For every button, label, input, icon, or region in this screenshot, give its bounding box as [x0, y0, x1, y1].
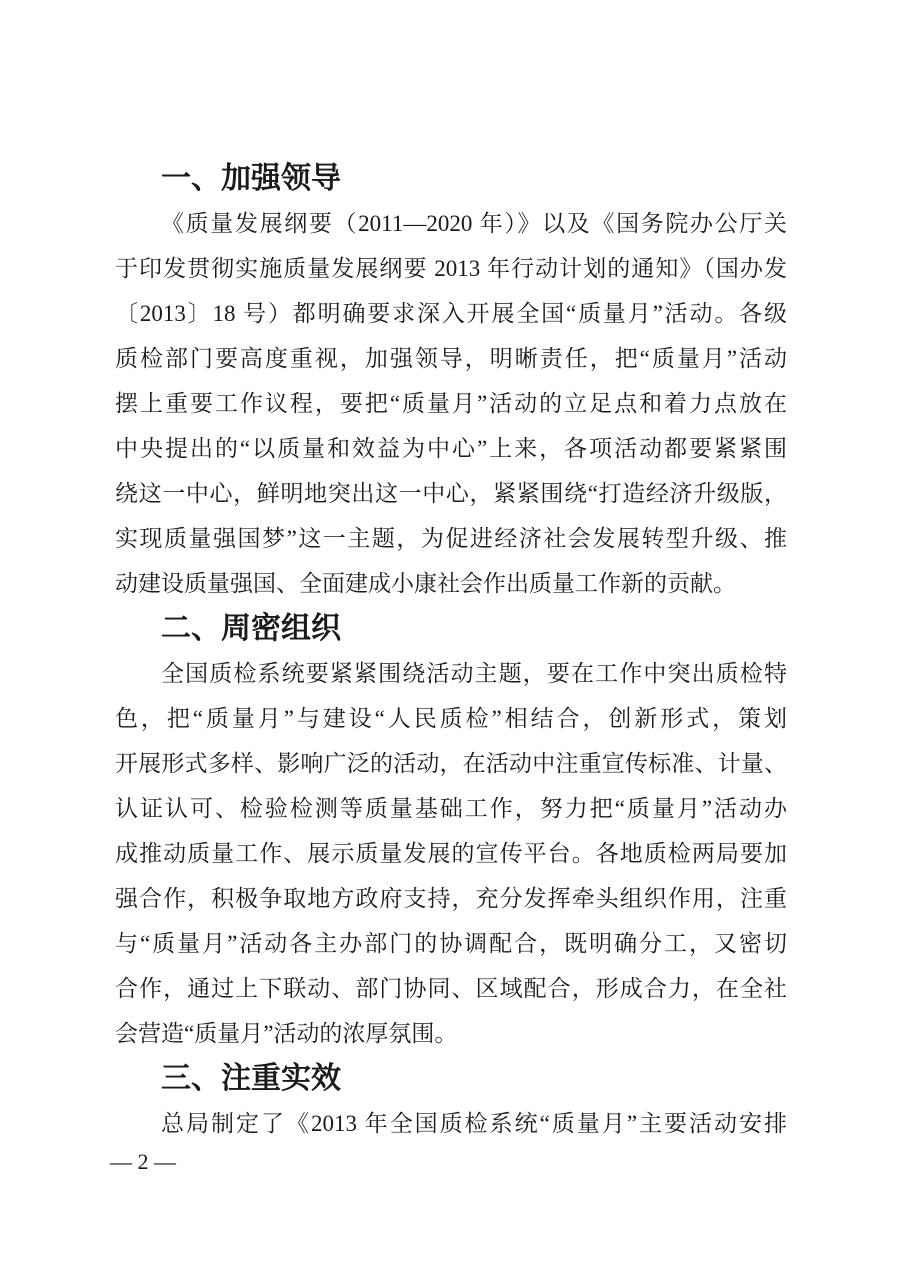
body-line: 摆上重要工作议程，要把“质量月”活动的立足点和着力点放在	[115, 391, 787, 416]
body-line: 质检部门要高度重视，加强领导，明晰责任，把“质量月”活动	[115, 346, 787, 371]
body-line: 认证认可、检验检测等质量基础工作，努力把“质量月”活动办	[115, 796, 787, 821]
section-heading-2: 二、周密组织	[161, 612, 341, 645]
document-body	[115, 156, 787, 1146]
body-line: 〔2013〕18 号）都明确要求深入开展全国“质量月”活动。各级	[115, 301, 787, 326]
section-heading-3: 三、注重实效	[161, 1062, 341, 1095]
section-heading-1: 一、加强领导	[161, 162, 341, 195]
body-line: 中央提出的“以质量和效益为中心”上来，各项活动都要紧紧围	[115, 436, 787, 461]
page-number: — 2 —	[110, 1149, 176, 1174]
body-line: 成推动质量工作、展示质量发展的宣传平台。各地质检两局要加	[115, 841, 787, 866]
body-line: 于印发贯彻实施质量发展纲要 2013 年行动计划的通知》（国办发	[115, 256, 787, 281]
body-line: 色，把“质量月”与建设“人民质检”相结合，创新形式，策划	[115, 706, 787, 731]
body-line: 会营造“质量月”活动的浓厚氛围。	[115, 1021, 458, 1046]
body-line: 开展形式多样、影响广泛的活动，在活动中注重宣传标准、计量、	[115, 751, 787, 776]
body-line: 全国质检系统要紧紧围绕活动主题，要在工作中突出质检特	[161, 661, 787, 686]
body-line: 强合作，积极争取地方政府支持，充分发挥牵头组织作用，注重	[115, 886, 787, 911]
body-line: 绕这一中心，鲜明地突出这一中心，紧紧围绕“打造经济升级版，	[115, 481, 787, 506]
body-line: 《质量发展纲要（2011—2020 年）》以及《国务院办公厅关	[161, 211, 787, 236]
body-line: 与“质量月”活动各主办部门的协调配合，既明确分工，又密切	[115, 931, 787, 956]
body-line: 合作，通过上下联动、部门协同、区域配合，形成合力，在全社	[115, 976, 787, 1001]
body-line: 动建设质量强国、全面建成小康社会作出质量工作新的贡献。	[115, 571, 736, 596]
body-line: 总局制定了《2013 年全国质检系统“质量月”主要活动安排	[161, 1111, 787, 1136]
body-line: 实现质量强国梦”这一主题，为促进经济社会发展转型升级、推	[115, 526, 787, 551]
